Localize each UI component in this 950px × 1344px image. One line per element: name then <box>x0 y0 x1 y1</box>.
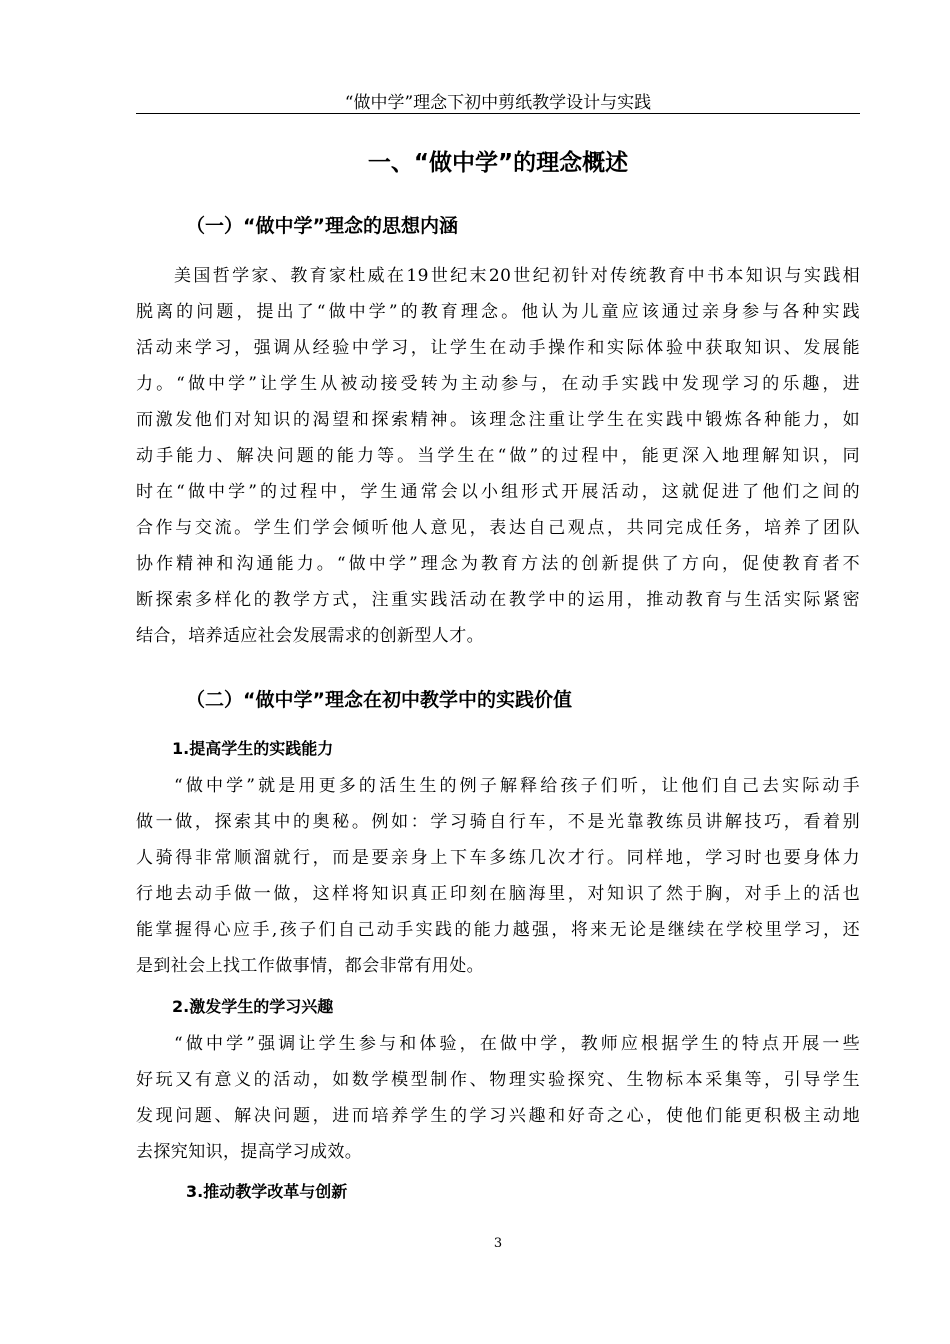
section-title: 一、“做中学”的理念概述 <box>367 150 629 176</box>
subsection-title-1: （一）“做中学”理念的思想内涵 <box>186 215 458 237</box>
paragraph-2 <box>136 768 860 984</box>
paragraph-line: “做中学”强调让学生参与和体验，在做中学，教师应根据学生的特点开展一些 <box>174 1034 860 1054</box>
paragraph-line: 人骑得非常顺溜就行，而是要亲身上下车多练几次才行。同样地，学习时也要身体力 <box>136 848 860 868</box>
running-header: “做中学”理念下初中剪纸教学设计与实践 <box>344 93 652 113</box>
paragraph-line: 去探究知识，提高学习成效。 <box>136 1142 363 1162</box>
paragraph-line: 结合，培养适应社会发展需求的创新型人才。 <box>136 626 484 646</box>
paragraph-line: 断探索多样化的教学方式，注重实践活动在教学中的运用，推动教育与生活实际紧密 <box>136 590 860 610</box>
paragraph-line: 活动来学习，强调从经验中学习，让学生在动手操作和实际体验中获取知识、发展能 <box>136 338 860 358</box>
paragraph-3 <box>136 1026 860 1170</box>
paragraph-line: 脱离的问题，提出了“做中学”的教育理念。他认为儿童应该通过亲身参与各种实践 <box>136 302 860 322</box>
paragraph-line: 美国哲学家、教育家杜威在19世纪末20世纪初针对传统教育中书本知识与实践相 <box>174 266 860 286</box>
paragraph-line: 合作与交流。学生们学会倾听他人意见，表达自己观点，共同完成任务，培养了团队 <box>136 518 860 538</box>
paragraph-line: 好玩又有意义的活动，如数学模型制作、物理实验探究、生物标本采集等，引导学生 <box>136 1070 860 1090</box>
subsection-title-2: （二）“做中学”理念在初中教学中的实践价值 <box>186 689 572 711</box>
item-title-1: 1.提高学生的实践能力 <box>172 739 334 758</box>
page-number: 3 <box>493 1236 503 1251</box>
paragraph-line: 时在“做中学”的过程中，学生通常会以小组形式开展活动，这就促进了他们之间的 <box>136 482 860 502</box>
paragraph-line: 行地去动手做一做，这样将知识真正印刻在脑海里，对知识了然于胸，对手上的活也 <box>136 884 860 904</box>
paragraph-line: 做一做，探索其中的奥秘。例如：学习骑自行车，不是光靠教练员讲解技巧，看着别 <box>136 812 860 832</box>
paragraph-line: 协作精神和沟通能力。“做中学”理念为教育方法的创新提供了方向，促使教育者不 <box>136 554 860 574</box>
paragraph-1 <box>136 258 860 654</box>
item-title-3: 3.推动教学改革与创新 <box>186 1182 348 1201</box>
paragraph-line: 能掌握得心应手,孩子们自己动手实践的能力越强，将来无论是继续在学校里学习，还 <box>136 920 860 940</box>
paragraph-line: 动手能力、解决问题的能力等。当学生在“做”的过程中，能更深入地理解知识，同 <box>136 446 860 466</box>
paragraph-line: 而激发他们对知识的渴望和探索精神。该理念注重让学生在实践中锻炼各种能力，如 <box>136 410 860 430</box>
header-rule <box>136 113 860 114</box>
item-title-2: 2.激发学生的学习兴趣 <box>172 997 334 1016</box>
paragraph-line: 发现问题、解决问题，进而培养学生的学习兴趣和好奇之心，使他们能更积极主动地 <box>136 1106 860 1126</box>
paragraph-line: 是到社会上找工作做事情，都会非常有用处。 <box>136 956 484 976</box>
paragraph-line: 力。“做中学”让学生从被动接受转为主动参与，在动手实践中发现学习的乐趣，进 <box>136 374 860 394</box>
paragraph-line: “做中学”就是用更多的活生生的例子解释给孩子们听，让他们自己去实际动手 <box>174 776 860 796</box>
